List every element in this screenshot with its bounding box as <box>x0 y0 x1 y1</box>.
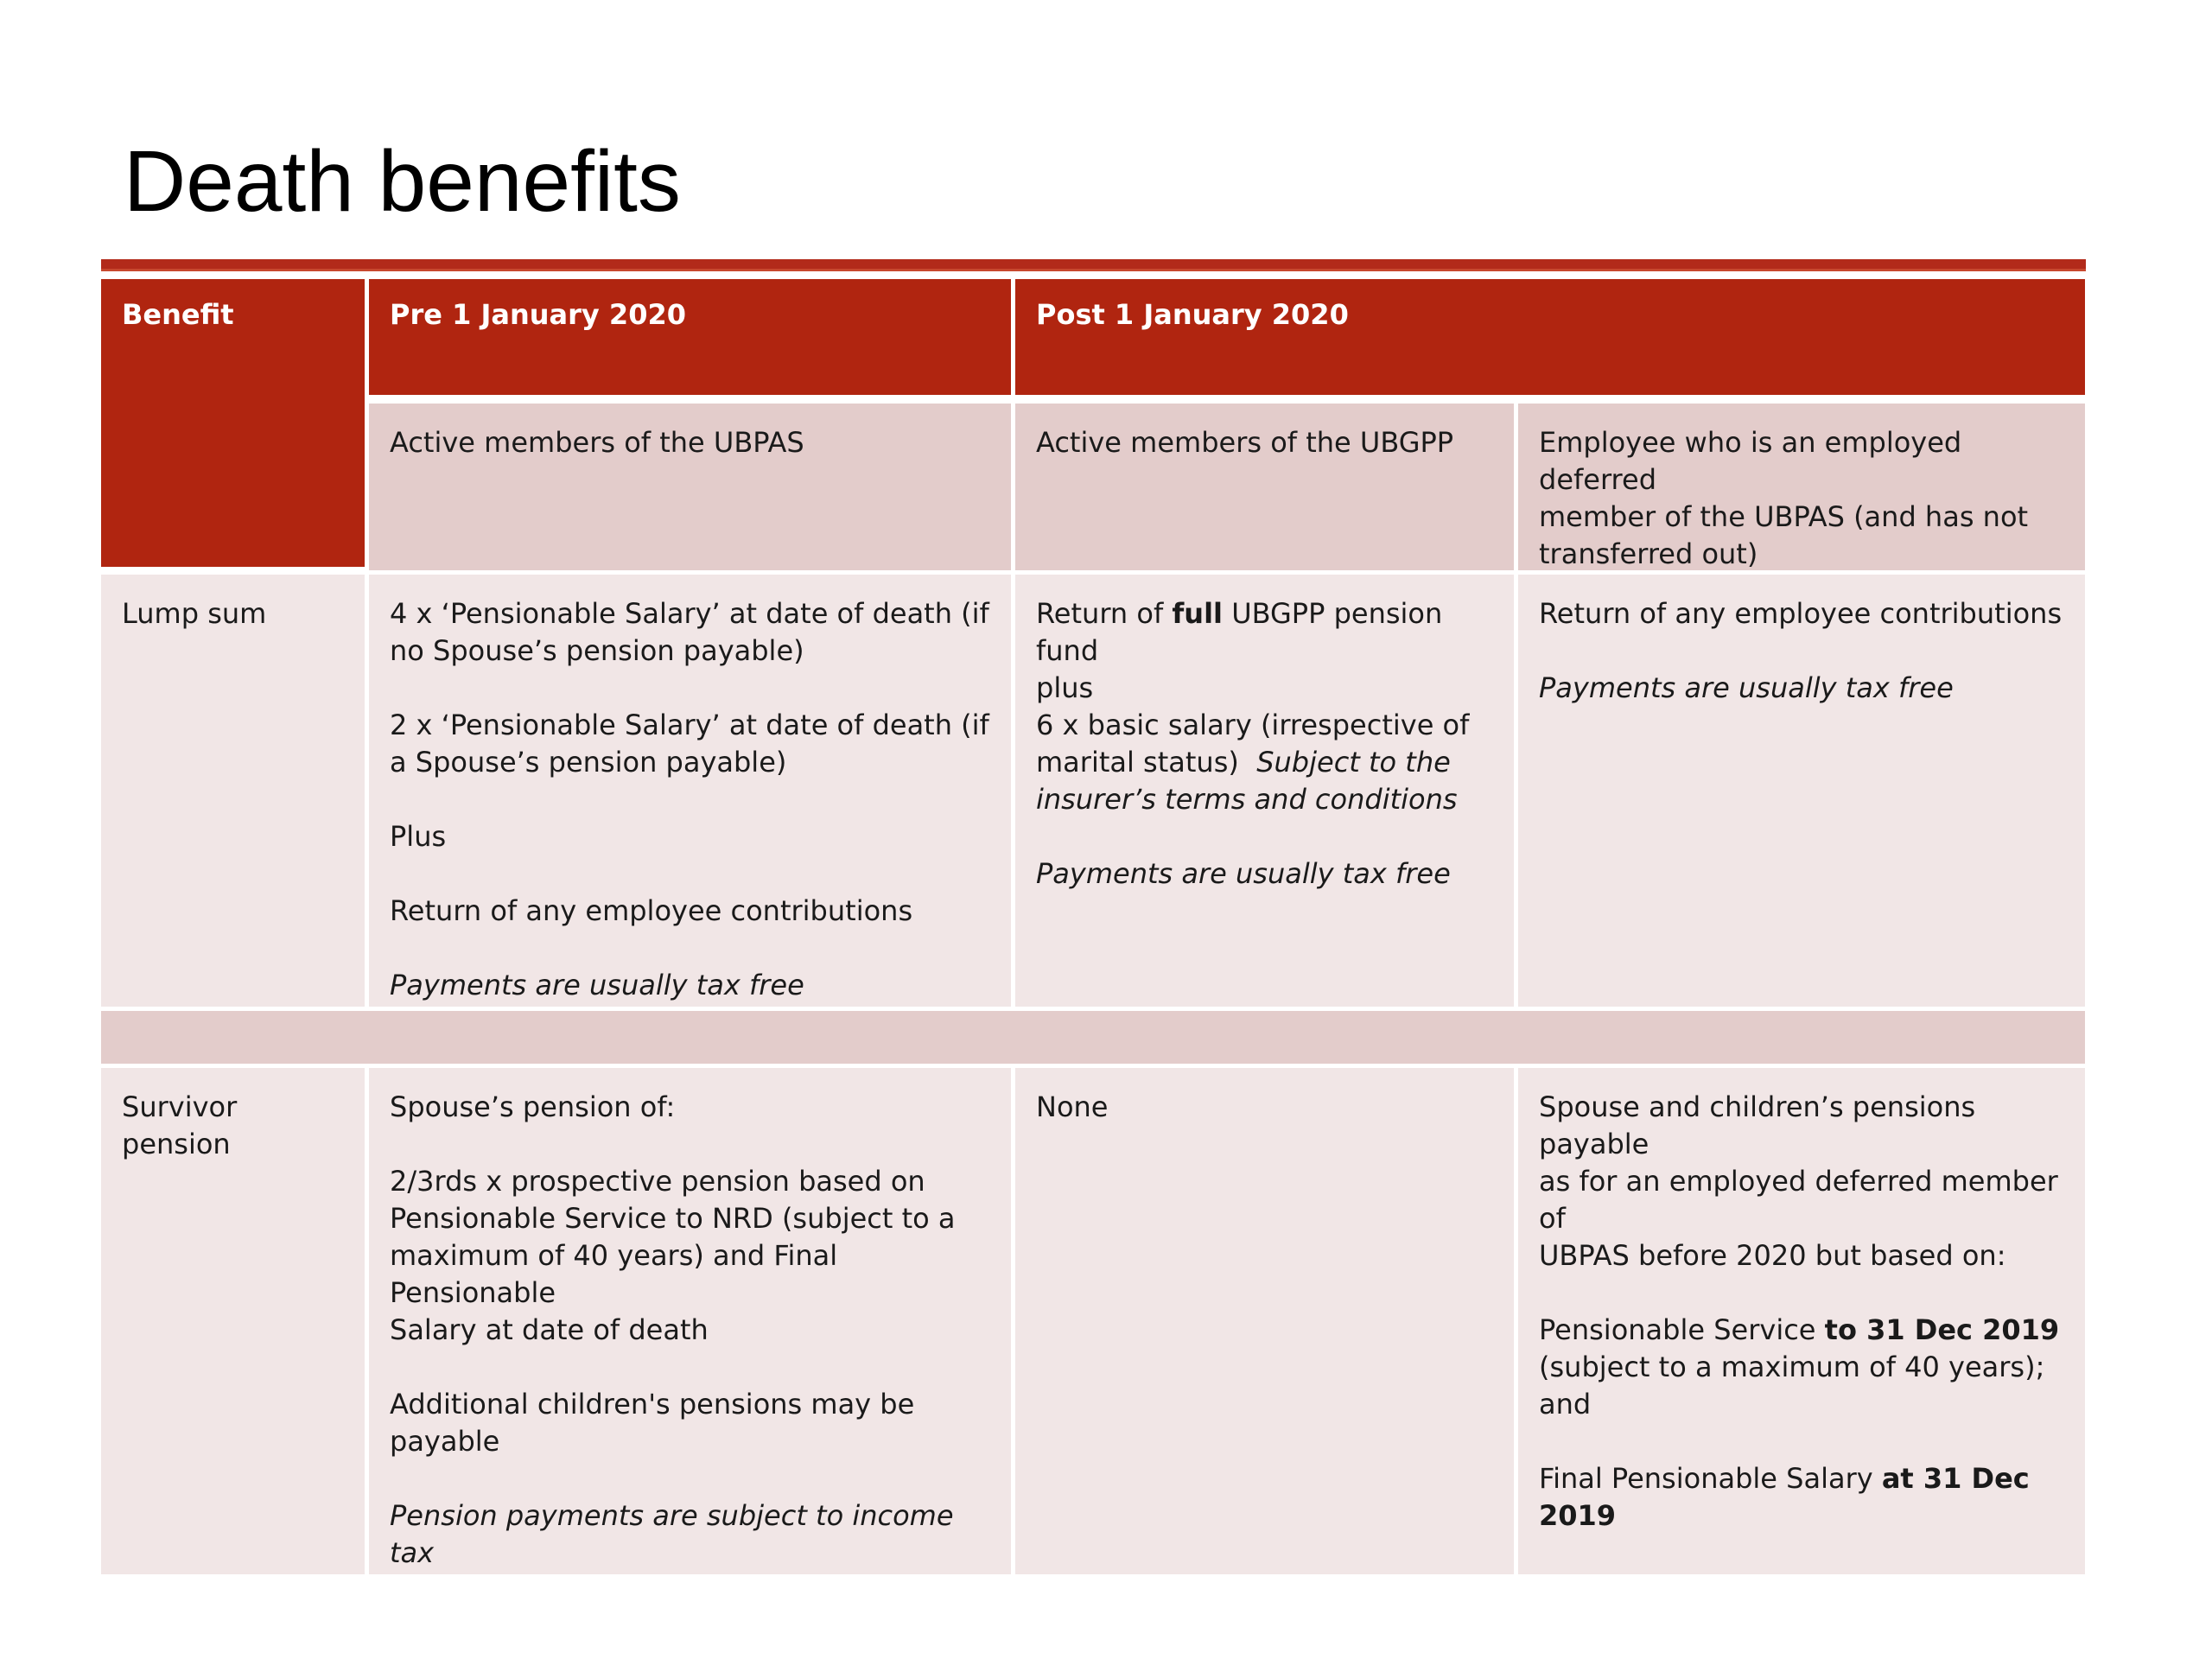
lump-sum-post-deferred <box>1518 575 2085 1007</box>
survivor-post-deferred-p2-line2: (subject to a maximum of 40 years); and <box>1539 1351 2045 1421</box>
survivor-pre-p1: Spouse’s pension of: <box>390 1090 676 1123</box>
subheader-post-active <box>1015 404 1514 570</box>
row-label-survivor-pension <box>101 1068 365 1574</box>
lump-sum-post-active-line3: 6 x basic salary (irrespective of <box>1036 709 1470 741</box>
row-label-lump-sum <box>101 575 365 1007</box>
text-run-bold: to 31 Dec 2019 <box>1824 1313 2060 1346</box>
survivor-post-deferred <box>1518 1068 2085 1574</box>
survivor-pre-p3: Additional children's pensions may be payable <box>390 1388 915 1458</box>
subheader-pre-active-text: Active members of the UBPAS <box>390 426 804 459</box>
survivor-pension-label: Survivor pension <box>122 1090 238 1160</box>
header-pre-2020 <box>369 279 1011 395</box>
survivor-post-deferred-p1-line: UBPAS before 2020 but based on: <box>1539 1239 2006 1272</box>
lump-sum-pre-p4: Return of any employee contributions <box>390 894 913 927</box>
lump-sum-post-active-line2: plus <box>1036 671 1094 704</box>
lump-sum-post-active-p2: Payments are usually tax free <box>1036 857 1451 890</box>
lump-sum-pre-p3: Plus <box>390 820 447 853</box>
survivor-post-deferred-p2-line1 <box>1539 1312 2064 1349</box>
text-run: Final Pensionable Salary <box>1539 1462 1882 1495</box>
survivor-post-active <box>1015 1068 1514 1574</box>
header-post-2020 <box>1015 279 2085 395</box>
page-title: Death benefits <box>124 133 681 230</box>
lump-sum-pre-p1: 4 x ‘Pensionable Salary’ at date of death (if no Spouse’s pension payable) <box>390 597 989 667</box>
survivor-post-deferred-p1-line: Spouse and children’s pensions payable <box>1539 1090 1976 1160</box>
lump-sum-post-active-p1 <box>1036 595 1493 818</box>
lump-sum-post-active-line5: insurer’s terms and conditions <box>1036 783 1458 816</box>
spacer-row <box>101 1011 2085 1064</box>
text-run: Return of <box>1036 597 1173 630</box>
survivor-pre-p2-line: Pensionable Service to NRD (subject to a <box>390 1202 956 1235</box>
survivor-post-deferred-p1 <box>1539 1089 2064 1274</box>
header-post-label: Post 1 January 2020 <box>1036 298 1349 331</box>
survivor-post-active-p1: None <box>1036 1090 1109 1123</box>
lump-sum-post-deferred-p2: Payments are usually tax free <box>1539 671 1954 704</box>
lump-sum-post-active-line1 <box>1036 595 1493 670</box>
lump-sum-label: Lump sum <box>122 597 267 630</box>
subheader-post-deferred-line: Employee who is an employed deferred <box>1539 426 1962 496</box>
text-run-bold: at 31 Dec 2019 <box>1539 1462 2030 1532</box>
text-run-bold: full <box>1172 597 1224 630</box>
survivor-pre-p4: Pension payments are subject to income tax <box>390 1499 954 1569</box>
subheader-post-active-text: Active members of the UBGPP <box>1036 426 1454 459</box>
survivor-pre-p2 <box>390 1163 990 1349</box>
subheader-post-deferred-line: member of the UBPAS (and has not <box>1539 500 2029 533</box>
survivor-post-deferred-p4 <box>1539 1572 2064 1574</box>
survivor-post-deferred-p3 <box>1539 1460 2064 1535</box>
header-pre-label: Pre 1 January 2020 <box>390 298 686 331</box>
header-benefit <box>101 279 365 567</box>
subheader-post-deferred-line: transferred out) <box>1539 537 1758 570</box>
survivor-post-deferred-p2 <box>1539 1312 2064 1423</box>
subheader-pre-active <box>369 404 1011 570</box>
lump-sum-post-deferred-p1: Return of any employee contributions <box>1539 597 2063 630</box>
survivor-pre-p2-line: maximum of 40 years) and Final Pensionable <box>390 1239 838 1309</box>
lump-sum-pre-p5: Payments are usually tax free <box>390 969 804 1001</box>
lump-sum-post-active-line4 <box>1036 744 1493 781</box>
survivor-pre-p2-line: 2/3rds x prospective pension based on <box>390 1165 925 1198</box>
text-run: UBGPP pension fund <box>1036 597 1443 667</box>
header-benefit-label: Benefit <box>122 298 234 331</box>
title-divider <box>101 259 2086 271</box>
survivor-post-deferred-p1-line: as for an employed deferred member of <box>1539 1165 2058 1235</box>
text-run: marital status) <box>1036 746 1257 779</box>
lump-sum-pre-p2: 2 x ‘Pensionable Salary’ at date of death (if a Spouse’s pension payable) <box>390 709 989 779</box>
text-run-italic: Subject to the <box>1256 746 1451 779</box>
subheader-post-deferred <box>1518 404 2085 570</box>
text-run: Pensionable Service <box>1539 1313 1825 1346</box>
survivor-pre <box>369 1068 1011 1574</box>
lump-sum-pre <box>369 575 1011 1007</box>
survivor-pre-p2-line: Salary at date of death <box>390 1313 709 1346</box>
lump-sum-post-active <box>1015 575 1514 1007</box>
